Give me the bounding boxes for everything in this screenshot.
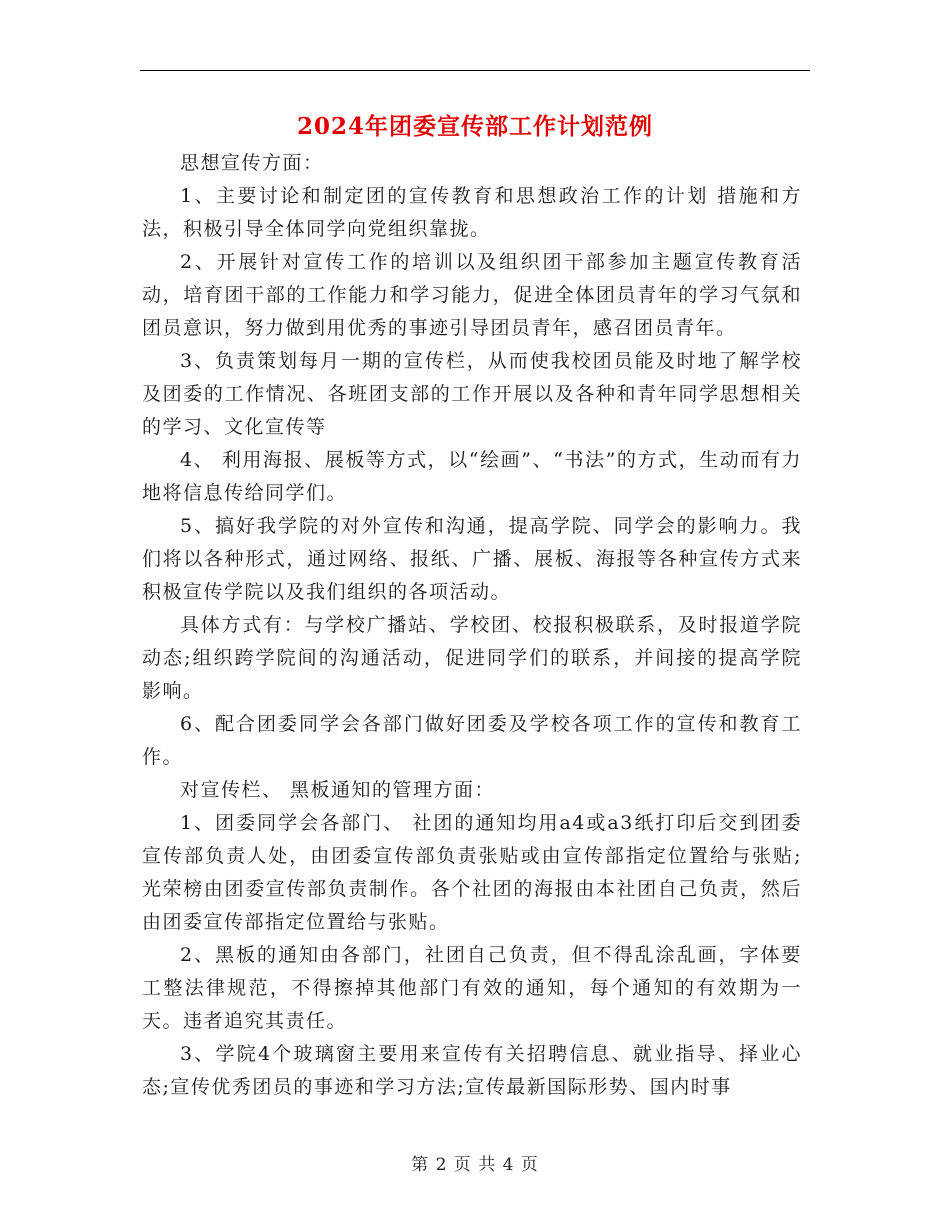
paragraph: 2、开展针对宣传工作的培训以及组织团干部参加主题宣传教育活动，培育团干部的工作能力和学习能力，促进全体团员青年的学习气氛和团员意识，努力做到用优秀的事迹引导团员青年，感召团员青年。 — [142, 251, 802, 339]
paragraph: 1、团委同学会各部门、 社团的通知均用a4或a3纸打印后交到团委宣传部负责人处，由团委宣传部负责张贴或由宣传部指定位置给与张贴;光荣榜由团委宣传部负责制作。各个社团的海报由本社团自己负责，然后由团委宣传部指定位置给与张贴。 — [142, 812, 802, 933]
page-number-footer: 第 2 页 共 4 页 — [411, 1155, 539, 1175]
section-heading-ideology: 思想宣传方面： — [180, 152, 324, 174]
paragraph: 3、负责策划每月一期的宣传栏，从而使我校团员能及时地了解学校及团委的工作情况、各班团支部的工作开展以及各种和青年同学思想相关的学习、文化宣传等 — [142, 350, 802, 438]
header-rule — [140, 70, 810, 71]
paragraph: 具体方式有：与学校广播站、学校团、校报积极联系，及时报道学院动态;组织跨学院间的沟通活动，促进同学们的联系，并间接的提高学院影响。 — [142, 614, 802, 702]
section-heading-bulletin: 对宣传栏、 黑板通知的管理方面： — [180, 779, 496, 801]
paragraph: 6、配合团委同学会各部门做好团委及学校各项工作的宣传和教育工作。 — [142, 713, 802, 768]
paragraph: 4、 利用海报、展板等方式，以“绘画”、“书法”的方式，生动而有力地将信息传给同学们。 — [142, 449, 802, 504]
paragraph: 3、学院4个玻璃窗主要用来宣传有关招聘信息、就业指导、择业心态;宣传优秀团员的事迹和学习方法;宣传最新国际形势、国内时事 — [142, 1043, 802, 1098]
paragraph: 1、主要讨论和制定团的宣传教育和思想政治工作的计划 措施和方法，积极引导全体同学向党组织靠拢。 — [142, 185, 802, 240]
document-title: 2024年团委宣传部工作计划范例 — [296, 113, 653, 140]
document-body — [142, 147, 802, 1104]
paragraph: 2、黑板的通知由各部门，社团自己负责，但不得乱涂乱画，字体要工整法律规范，不得擦掉其他部门有效的通知，每个通知的有效期为一天。违者追究其责任。 — [142, 944, 802, 1032]
paragraph: 5、搞好我学院的对外宣传和沟通，提高学院、同学会的影响力。我们将以各种形式，通过网络、报纸、广播、展板、海报等各种宣传方式来积极宣传学院以及我们组织的各项活动。 — [142, 515, 802, 603]
